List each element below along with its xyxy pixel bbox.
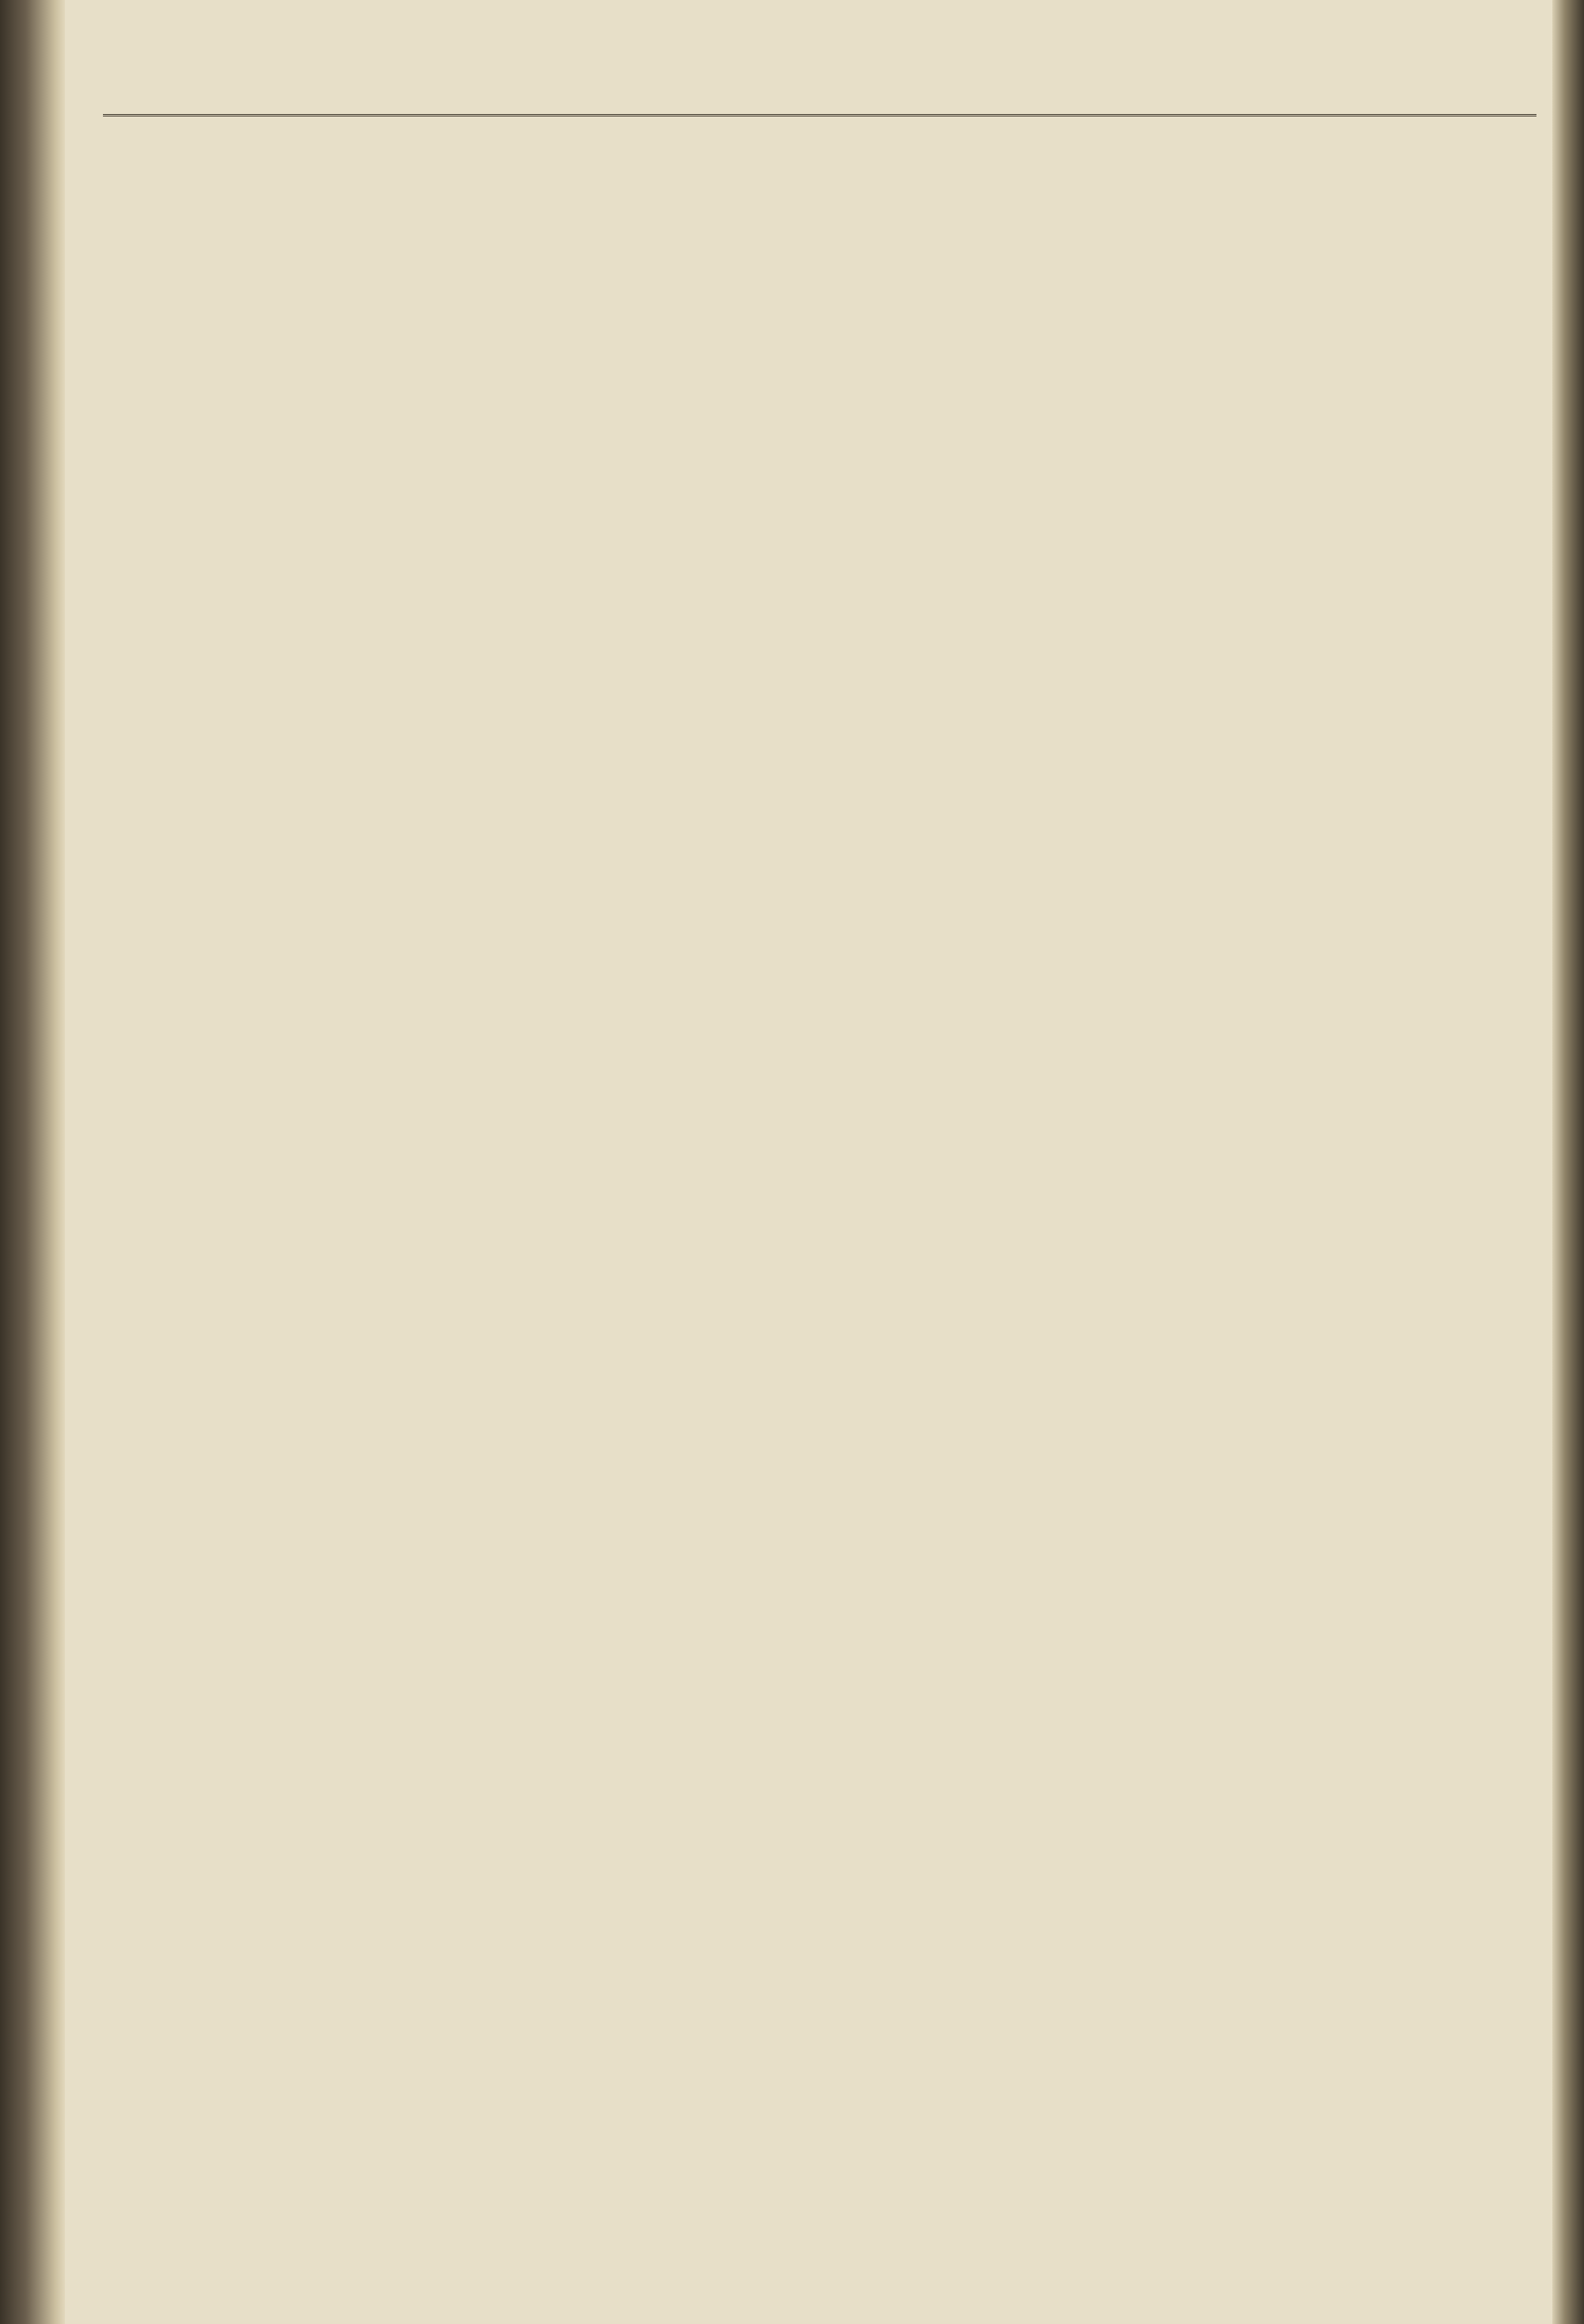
newspaper-page [65,0,1552,2324]
page-header [103,86,1536,116]
book-binding [0,0,65,2324]
page-edge [1552,0,1584,2324]
